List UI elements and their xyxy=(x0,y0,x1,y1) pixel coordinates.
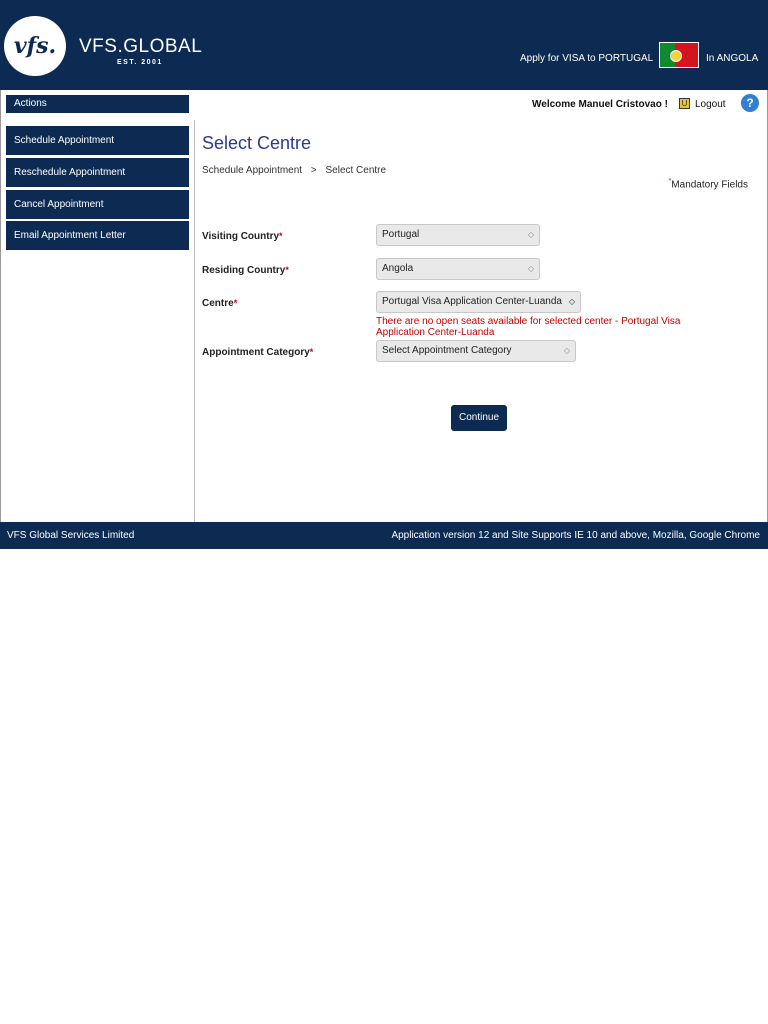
main-content xyxy=(195,120,768,522)
mandatory-fields-note xyxy=(669,178,748,190)
brand-tagline: EST. 2001 xyxy=(117,59,163,66)
actions-heading: Actions xyxy=(6,95,189,113)
residing-country-select[interactable]: Angola ◇ xyxy=(376,258,540,280)
main-frame xyxy=(0,120,768,522)
appointment-category-select[interactable]: Select Appointment Category ◇ xyxy=(376,340,576,362)
welcome-text: Welcome Manuel Cristovao ! xyxy=(532,99,668,110)
vfs-logo[interactable] xyxy=(4,16,66,76)
top-bar xyxy=(0,90,768,120)
required-star: * xyxy=(279,231,283,241)
sidebar-item-cancel-appointment[interactable]: Cancel Appointment xyxy=(6,190,189,219)
breadcrumb-separator: > xyxy=(310,165,317,176)
breadcrumb-item-select-centre: Select Centre xyxy=(325,165,387,176)
site-footer xyxy=(0,522,768,549)
logout-icon[interactable]: U xyxy=(679,98,690,109)
site-header xyxy=(0,0,768,90)
footer-company: VFS Global Services Limited xyxy=(7,530,135,541)
continue-button[interactable]: Continue xyxy=(451,405,507,431)
no-seats-error: There are no open seats available for selected center - Portugal Visa Application Center-Luanda xyxy=(376,316,681,338)
visiting-country-label: Visiting Country* xyxy=(202,231,283,242)
logout-link[interactable]: Logout xyxy=(695,99,726,110)
sidebar-item-schedule-appointment[interactable]: Schedule Appointment xyxy=(6,126,189,155)
breadcrumb-item-schedule-appointment[interactable]: Schedule Appointment xyxy=(202,165,303,176)
help-icon[interactable]: ? xyxy=(741,94,759,112)
required-star: * xyxy=(668,178,672,185)
required-star: * xyxy=(285,265,289,275)
required-star: * xyxy=(309,347,314,357)
breadcrumb xyxy=(202,165,386,176)
mandatory-text: Mandatory Fields xyxy=(671,179,748,191)
portugal-flag-icon xyxy=(659,42,699,68)
residing-country-label: Residing Country* xyxy=(202,265,289,276)
centre-label: Centre* xyxy=(202,298,238,309)
centre-select[interactable]: Portugal Visa Application Center-Luanda ◇ xyxy=(376,291,581,313)
sidebar xyxy=(1,120,195,522)
sidebar-item-email-appointment-letter[interactable]: Email Appointment Letter xyxy=(6,221,189,250)
apply-visa-text: Apply for VISA to PORTUGAL xyxy=(520,53,654,64)
brand-name: VFS.GLOBAL xyxy=(79,36,203,57)
logo-text: vfs. xyxy=(13,33,57,59)
chevron-updown-icon: ◇ xyxy=(527,230,534,239)
required-star: * xyxy=(233,298,238,308)
chevron-updown-icon: ◇ xyxy=(527,264,534,273)
visiting-country-select[interactable]: Portugal ◇ xyxy=(376,224,540,246)
chevron-updown-icon: ◇ xyxy=(563,346,570,355)
sidebar-item-reschedule-appointment[interactable]: Reschedule Appointment xyxy=(6,158,189,187)
footer-version-info: Application version 12 and Site Supports IE 10 and above, Mozilla, Google Chrome xyxy=(391,530,760,541)
location-text: In ANGOLA xyxy=(706,53,759,64)
page-title: Select Centre xyxy=(202,133,312,153)
chevron-updown-icon: ◇ xyxy=(568,297,575,306)
appointment-category-label: Appointment Category* xyxy=(202,347,314,358)
